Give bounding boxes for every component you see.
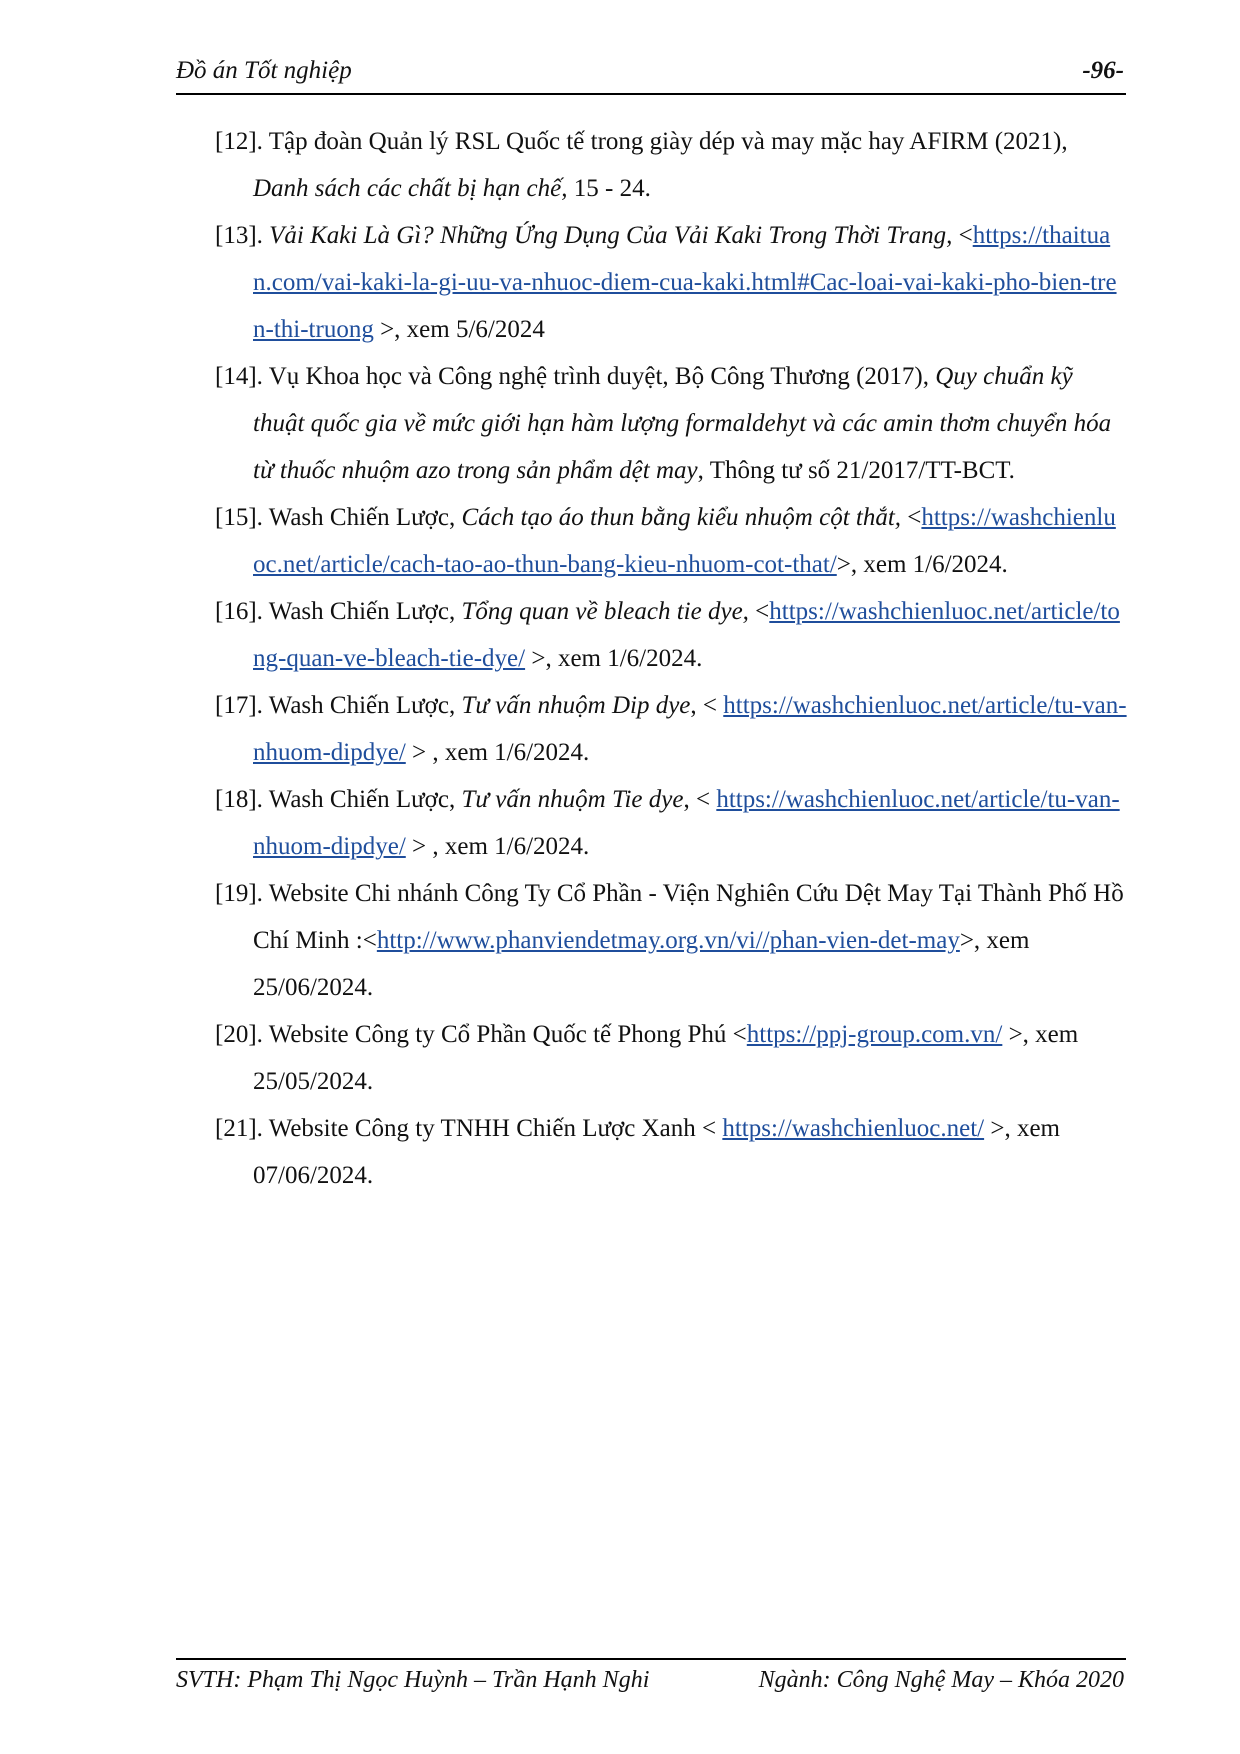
- reference-title: Cách tạo áo thun bằng kiểu nhuộm cột thắt,: [461, 504, 902, 531]
- reference-text: Wash Chiến Lược,: [268, 786, 462, 813]
- reference-text: <: [952, 222, 973, 249]
- reference-label: [17].: [215, 692, 263, 719]
- reference-text: Wash Chiến Lược,: [268, 598, 462, 625]
- reference-text: >, xem 25/05/2024.: [253, 1021, 1079, 1095]
- reference-item: [215, 870, 1127, 1011]
- reference-title: Tư vấn nhuộm Dip dye: [461, 692, 691, 719]
- reference-title: Tổng quan về bleach tie dye,: [461, 598, 749, 625]
- reference-item: [215, 1105, 1127, 1199]
- reference-label: [12].: [215, 128, 263, 155]
- reference-url-link[interactable]: http://www.phanviendetmay.org.vn/vi//phan-vien-det-may: [376, 927, 960, 954]
- reference-item: [215, 1011, 1127, 1105]
- reference-item: [215, 212, 1127, 353]
- footer-authors: SVTH: Phạm Thị Ngọc Huỳnh – Trần Hạnh Nghi: [176, 1667, 650, 1693]
- document-title: Đồ án Tốt nghiệp: [176, 57, 352, 84]
- reference-text: <: [748, 598, 770, 625]
- reference-title: Quy chuẩn kỹ thuật quốc gia về mức giới hạn hàm lượng formaldehyt và các amin thơm chuyển hóa từ thuốc nhuộm azo trong sản phẩm dệt may: [253, 363, 1112, 484]
- reference-label: [14].: [215, 363, 263, 390]
- reference-item: [215, 776, 1127, 870]
- reference-url-link[interactable]: https://washchienluoc.net/article/cach-tao-ao-thun-bang-kieu-nhuom-cot-that/: [253, 504, 1116, 578]
- reference-text: >, xem 1/6/2024.: [836, 551, 1008, 578]
- reference-item: [215, 682, 1127, 776]
- reference-text: Website Chi nhánh Công Ty Cổ Phần - Viện Nghiên Cứu Dệt May Tại Thành Phố Hồ Chí Minh :<: [253, 880, 1124, 954]
- reference-text: > , xem 1/6/2024.: [405, 833, 590, 860]
- page-number: -96-: [1082, 57, 1124, 84]
- reference-text: >, xem 07/06/2024.: [253, 1115, 1061, 1189]
- reference-title: Danh sách các chất bị hạn chế,: [253, 175, 568, 202]
- reference-label: [15].: [215, 504, 263, 531]
- page-header: [176, 55, 1126, 95]
- reference-item: [215, 118, 1127, 212]
- reference-title: Vải Kaki Là Gì? Những Ứng Dụng Của Vải Kaki Trong Thời Trang,: [269, 222, 953, 249]
- reference-label: [20].: [215, 1021, 263, 1048]
- reference-title: Tư vấn nhuộm Tie dye: [461, 786, 684, 813]
- reference-text: >, xem 25/06/2024.: [253, 927, 1030, 1001]
- reference-item: [215, 494, 1127, 588]
- reference-label: [18].: [215, 786, 263, 813]
- reference-text: Wash Chiến Lược,: [268, 692, 462, 719]
- reference-text: Tập đoàn Quản lý RSL Quốc tế trong giày dép và may mặc hay AFIRM (2021),: [268, 128, 1068, 155]
- reference-label: [19].: [215, 880, 263, 907]
- reference-label: [16].: [215, 598, 263, 625]
- reference-item: [215, 588, 1127, 682]
- reference-text: Website Công ty TNHH Chiến Lược Xanh <: [268, 1115, 723, 1142]
- reference-url-link[interactable]: https://washchienluoc.net/article/tong-quan-ve-bleach-tie-dye/: [253, 598, 1120, 672]
- page-footer: [176, 1658, 1126, 1702]
- reference-url-link[interactable]: https://ppj-group.com.vn/: [746, 1021, 1003, 1048]
- reference-list: [215, 118, 1127, 1199]
- reference-text: >, xem 1/6/2024.: [525, 645, 703, 672]
- reference-label: [21].: [215, 1115, 263, 1142]
- reference-text: > , xem 1/6/2024.: [405, 739, 590, 766]
- reference-url-link[interactable]: https://washchienluoc.net/article/tu-van-nhuom-dipdye/: [253, 786, 1120, 860]
- reference-url-link[interactable]: https://washchienluoc.net/article/tu-van-nhuom-dipdye/: [253, 692, 1127, 766]
- reference-label: [13].: [215, 222, 263, 249]
- reference-item: [215, 353, 1127, 494]
- reference-text: Website Công ty Cổ Phần Quốc tế Phong Phú <: [268, 1021, 747, 1048]
- reference-text: Wash Chiến Lược,: [268, 504, 462, 531]
- reference-url-link[interactable]: https://washchienluoc.net/: [722, 1115, 985, 1142]
- reference-text: 15 - 24.: [567, 175, 651, 202]
- reference-text: <: [901, 504, 922, 531]
- reference-text: Vụ Khoa học và Công nghệ trình duyệt, Bộ Công Thương (2017),: [268, 363, 936, 390]
- reference-text: , <: [690, 692, 724, 719]
- footer-department: Ngành: Công Nghệ May – Khóa 2020: [758, 1667, 1124, 1693]
- reference-url-link[interactable]: https://thaituan.com/vai-kaki-la-gi-uu-va-nhuoc-diem-cua-kaki.html#Cac-loai-vai-kaki-pho-bien-tren-thi-truong: [253, 222, 1117, 343]
- reference-text: , Thông tư số 21/2017/TT-BCT.: [697, 457, 1015, 484]
- reference-text: >, xem 5/6/2024: [373, 316, 545, 343]
- reference-text: , <: [683, 786, 717, 813]
